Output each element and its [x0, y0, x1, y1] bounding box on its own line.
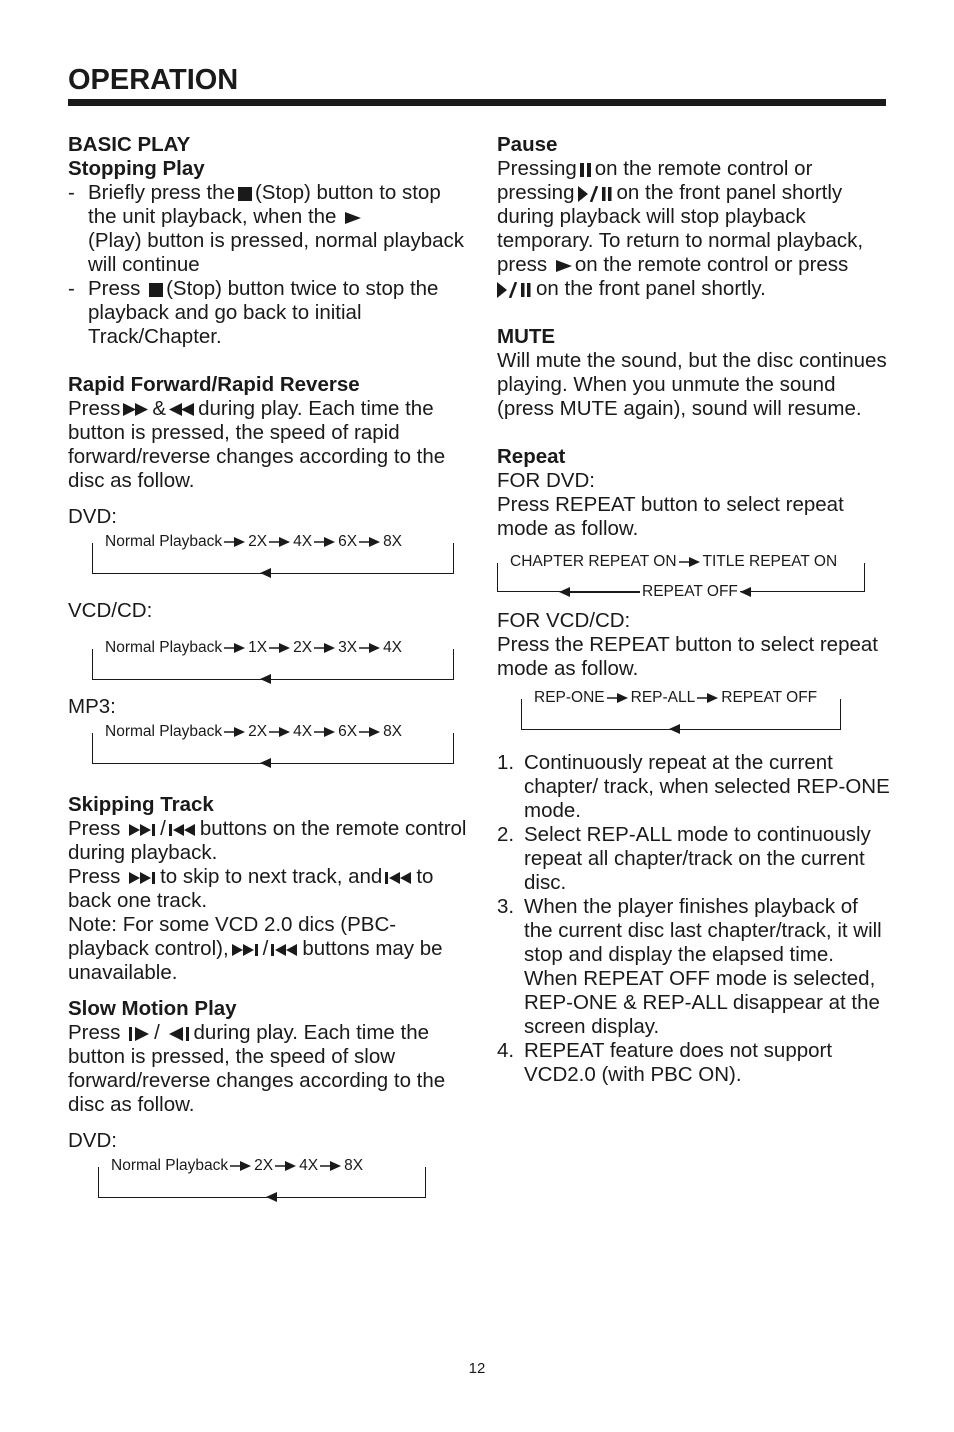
previous-track-icon: [169, 824, 197, 836]
list-item: [497, 751, 892, 823]
flow-label: [507, 553, 840, 571]
list-item: [497, 1039, 892, 1087]
list-text: Select REP-ALL mode to continuously repeat all chapter/track on the current disc.: [524, 823, 871, 894]
rapid-mp3-label: MP3:: [68, 695, 116, 718]
arrow-right-icon: [607, 693, 629, 703]
skip-line-2: Press to skip to next track, and to back one track.: [68, 865, 434, 912]
slow-dvd-flow: [68, 1153, 468, 1201]
arrow-right-icon: [359, 643, 381, 653]
list-item: [497, 895, 892, 1039]
slow-forward-icon: [129, 1027, 151, 1041]
slow-reverse-icon: [169, 1027, 191, 1041]
basic-play-heading: BASIC PLAY: [68, 133, 191, 156]
next-track-icon: [232, 944, 260, 956]
flow-step: 4X: [383, 639, 403, 656]
repeat-notes-list: [497, 751, 892, 1087]
arrow-right-icon: [224, 537, 246, 547]
flow-step: REP-ALL: [630, 689, 696, 706]
flow-step: Normal Playback: [105, 533, 223, 550]
arrow-right-icon: [359, 537, 381, 547]
list-number: 1.: [497, 751, 515, 774]
stop-icon: [149, 283, 163, 297]
flow-step: 4X: [293, 533, 313, 550]
slow-text: Press / during play. Each time the button is pressed, the speed of slow forward/reverse changes according to the disc as follow.: [68, 1021, 446, 1116]
flow-label: [102, 723, 405, 741]
previous-track-icon: [385, 872, 413, 884]
rapid-dvd-label: DVD:: [68, 505, 117, 528]
list-number: 3.: [497, 895, 515, 918]
repeat-dvd-text: Press REPEAT button to select repeat mode as follow.: [497, 493, 844, 540]
page-title: OPERATION: [68, 64, 239, 96]
fast-reverse-icon: [169, 403, 195, 416]
next-track-icon: [129, 824, 157, 836]
arrow-right-icon: [269, 537, 291, 547]
repeat-dvd-flow: [497, 541, 892, 609]
list-number: 2.: [497, 823, 515, 846]
flow-step: 4X: [299, 1157, 319, 1174]
right-column: [497, 133, 892, 1087]
flow-step: 1X: [248, 639, 268, 656]
list-item: [497, 823, 892, 895]
repeat-vcd-text: Press the REPEAT button to select repeat mode as follow.: [497, 633, 878, 680]
skip-heading: Skipping Track: [68, 793, 214, 816]
flow-step: 8X: [383, 723, 403, 740]
mute-text: Will mute the sound, but the disc continues playing. When you unmute the sound (press MUTE again), sound will resume.: [497, 349, 887, 420]
flow-step: 8X: [383, 533, 403, 550]
page-number: 12: [468, 1360, 486, 1377]
stop-icon: [238, 187, 252, 201]
list-text: Continuously repeat at the current chapter/ track, when selected REP-ONE mode.: [524, 751, 890, 822]
arrow-right-icon: [314, 537, 336, 547]
flow-step: REPEAT OFF: [721, 689, 818, 706]
list-text: When the player finishes playback of the current disc last chapter/track, it will stop and display the elapsed time. When REPEAT OFF mode is selected, REP-ONE & REP-ALL disappear at the screen display.: [524, 895, 882, 1038]
flow-label: [108, 1157, 366, 1175]
arrow-right-icon: [359, 727, 381, 737]
arrow-right-icon: [314, 643, 336, 653]
arrow-right-icon: [224, 643, 246, 653]
pause-icon: [580, 163, 592, 177]
flow-step: 3X: [338, 639, 358, 656]
pause-heading: Pause: [497, 133, 558, 156]
stopping-play-heading: Stopping Play: [68, 157, 205, 180]
repeat-for-dvd: FOR DVD:: [497, 469, 595, 492]
next-track-icon: [129, 872, 157, 884]
fast-forward-icon: [123, 403, 149, 416]
list-text: REPEAT feature does not support VCD2.0 (with PBC ON).: [524, 1039, 833, 1086]
flow-step: 6X: [338, 533, 358, 550]
flow-step: Normal Playback: [105, 639, 223, 656]
flow-step: CHAPTER REPEAT ON: [510, 553, 677, 570]
arrow-right-icon: [697, 693, 719, 703]
rapid-vcd-label: VCD/CD:: [68, 599, 153, 622]
arrow-right-icon: [320, 1161, 342, 1171]
flow-step: Normal Playback: [105, 723, 223, 740]
slow-heading: Slow Motion Play: [68, 997, 237, 1020]
left-column: [68, 133, 468, 1201]
list-number: 4.: [497, 1039, 515, 1062]
arrow-right-icon: [269, 643, 291, 653]
flow-step: REP-ONE: [534, 689, 605, 706]
arrow-right-icon: [230, 1161, 252, 1171]
flow-label: [102, 639, 405, 657]
skip-note: Note: For some VCD 2.0 dics (PBC-playback control), / buttons may be unavailable.: [68, 913, 443, 984]
repeat-heading: Repeat: [497, 445, 566, 468]
flow-step: 2X: [293, 639, 313, 656]
flow-label: [102, 533, 405, 551]
flow-label: [531, 689, 820, 707]
title-rule: [68, 99, 886, 106]
flow-step: 2X: [248, 723, 268, 740]
rapid-dvd-flow: [68, 529, 468, 577]
play-pause-icon: [497, 282, 533, 298]
flow-step: 2X: [254, 1157, 274, 1174]
play-icon: [556, 259, 572, 273]
rapid-heading: Rapid Forward/Rapid Reverse: [68, 373, 360, 396]
arrow-right-icon: [679, 557, 701, 567]
arrow-right-icon: [224, 727, 246, 737]
flow-step: 4X: [293, 723, 313, 740]
play-pause-icon: [578, 186, 614, 202]
rapid-mp3-flow: [68, 719, 468, 767]
repeat-vcd-flow: [497, 681, 892, 745]
stopping-bullet-1: - Briefly press the (Stop) button to stop the unit playback, when the (Play) button is pressed, normal playback will continue: [68, 181, 465, 276]
arrow-right-icon: [275, 1161, 297, 1171]
repeat-off-label: REPEAT OFF: [642, 583, 738, 600]
mute-heading: MUTE: [497, 325, 556, 348]
arrow-right-icon: [269, 727, 291, 737]
flow-step: 8X: [344, 1157, 364, 1174]
flow-step: 6X: [338, 723, 358, 740]
flow-step: TITLE REPEAT ON: [702, 553, 838, 570]
stopping-bullet-2: - Press (Stop) button twice to stop the playback and go back to initial Track/Chapter.: [68, 277, 439, 348]
arrow-right-icon: [314, 727, 336, 737]
previous-track-icon: [271, 944, 299, 956]
slow-dvd-label: DVD:: [68, 1129, 117, 1152]
skip-line-1: Press / buttons on the remote control during playback.: [68, 817, 467, 864]
flow-step: 2X: [248, 533, 268, 550]
repeat-for-vcd: FOR VCD/CD:: [497, 609, 631, 632]
play-icon: [345, 211, 361, 225]
pause-text: Pressing on the remote control or pressing on the front panel shortly during playback will stop playback temporary. To return to normal playback, press on the remote control or press on the front panel shortly.: [497, 157, 864, 300]
flow-step: Normal Playback: [111, 1157, 229, 1174]
rapid-vcd-flow: [68, 623, 468, 683]
rapid-text: Press & during play. Each time the button is pressed, the speed of rapid forward/reverse changes according to the disc as follow.: [68, 397, 446, 492]
